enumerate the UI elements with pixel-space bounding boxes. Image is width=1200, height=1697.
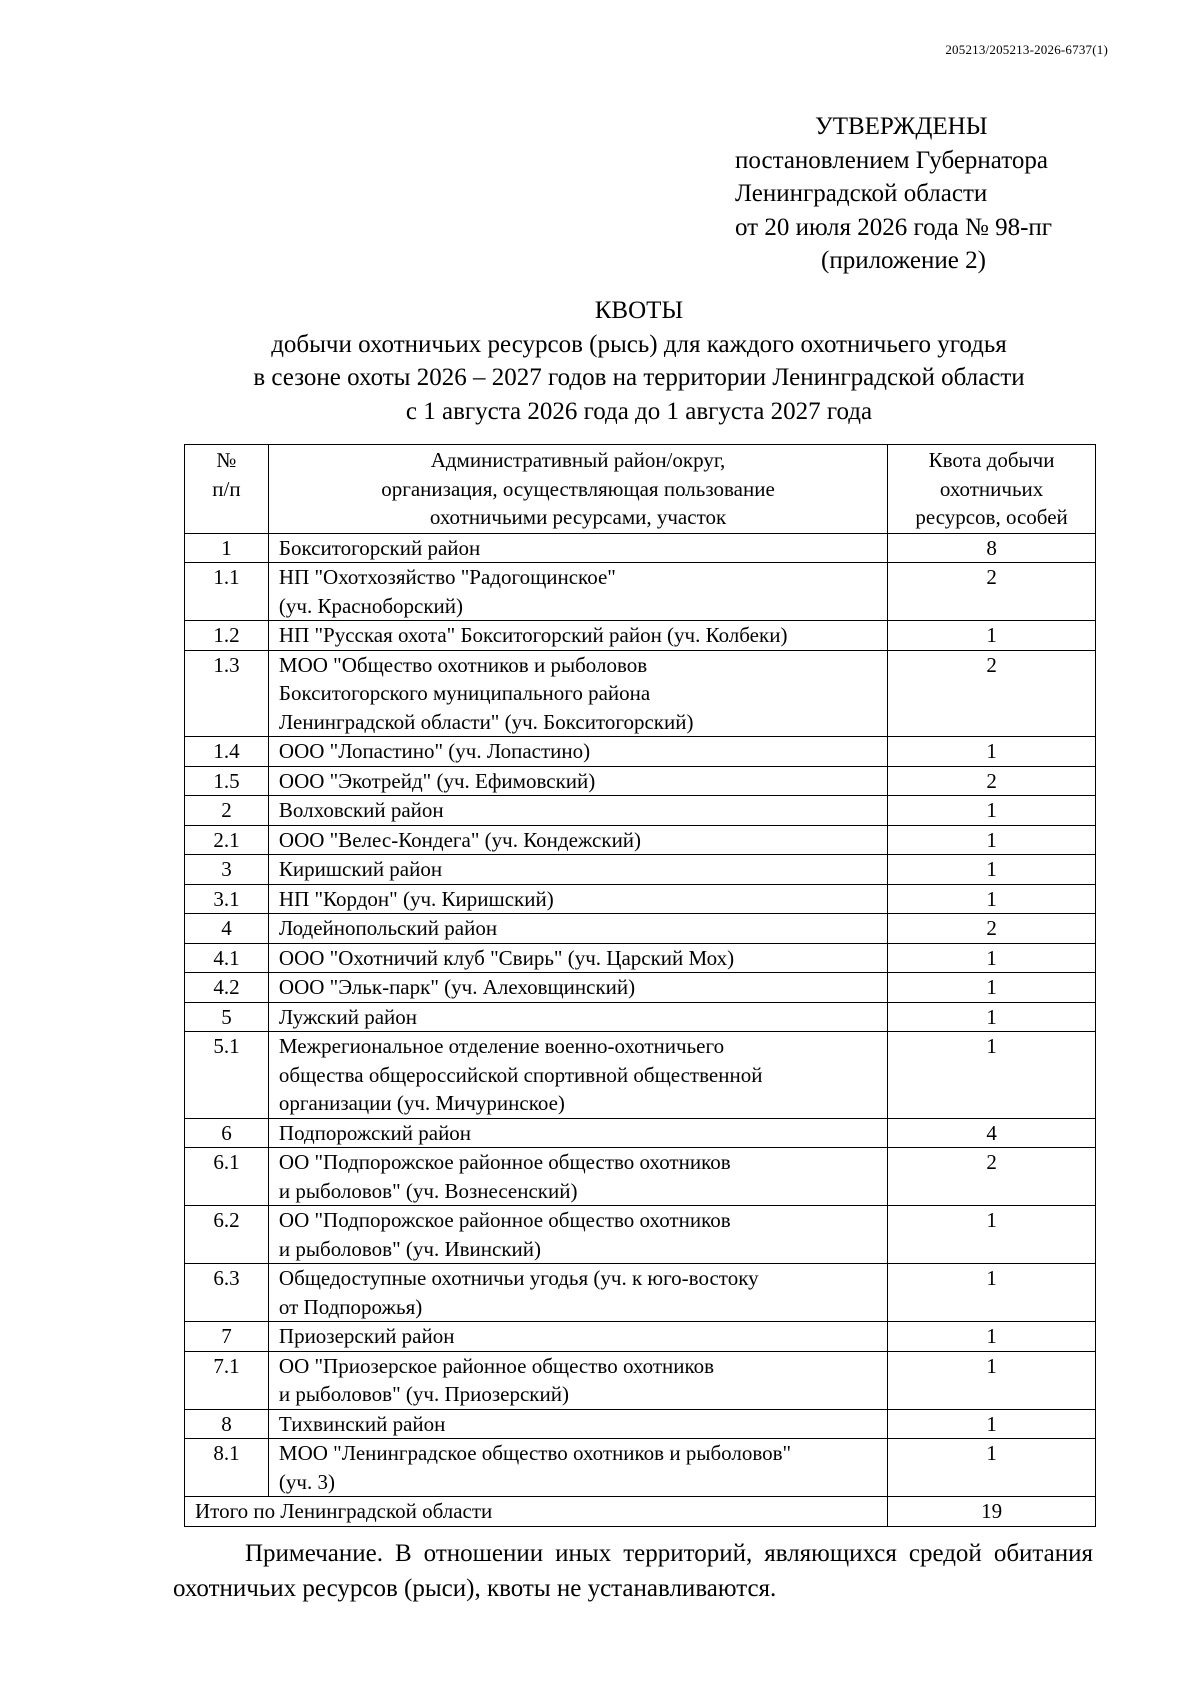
row-number: 8 <box>185 1409 269 1439</box>
table-row <box>185 855 1096 885</box>
row-name-line: МОО "Ленинградское общество охотников и рыболовов" <box>278 1441 792 1465</box>
row-name-line: Межрегиональное отделение военно-охотничьего <box>278 1034 725 1058</box>
row-name <box>268 1032 887 1119</box>
table-row <box>185 1264 1096 1322</box>
row-number: 4.1 <box>185 943 269 973</box>
header-name-line: Административный район/округ, <box>430 448 726 472</box>
row-number: 4 <box>185 914 269 944</box>
row-name-line: от Подпорожья) <box>278 1294 423 1319</box>
approval-line-1: постановлением Губернатора <box>735 146 1048 174</box>
row-number: 1.5 <box>185 766 269 796</box>
table-row <box>185 737 1096 767</box>
row-number: 2.1 <box>185 825 269 855</box>
row-name <box>268 1118 887 1148</box>
row-name-line: (уч. Красноборский) <box>278 593 464 618</box>
row-name-line: ОО "Подпорожское районное общество охотников <box>278 1150 731 1174</box>
row-name <box>268 1002 887 1032</box>
row-name-line: Бокситогорского муниципального района <box>278 681 651 705</box>
table-total-row <box>185 1497 1096 1527</box>
row-name-line: ООО "Велес-Кондега" (уч. Кондежский) <box>278 827 642 852</box>
row-name-line: НП "Русская охота" Бокситогорский район (уч. Колбеки) <box>278 623 788 647</box>
row-number: 4.2 <box>185 973 269 1003</box>
row-name-line: НП "Охотхозяйство "Радогощинское" <box>278 565 616 589</box>
row-number: 8.1 <box>185 1439 269 1497</box>
row-number: 1 <box>185 533 269 563</box>
row-name-line: организации (уч. Мичуринское) <box>278 1091 565 1115</box>
table-row <box>185 1409 1096 1439</box>
row-quota: 1 <box>888 796 1096 826</box>
table-row <box>185 563 1096 621</box>
row-quota: 4 <box>888 1118 1096 1148</box>
row-name-line: Ленинградской области" (уч. Бокситогорский) <box>278 709 694 734</box>
row-name-line: Приозерский район <box>278 1324 455 1348</box>
row-quota: 2 <box>888 914 1096 944</box>
header-number-line: № <box>216 448 237 472</box>
row-name <box>268 1322 887 1352</box>
row-name <box>268 1439 887 1497</box>
row-name-line: ООО "Экотрейд" (уч. Ефимовский) <box>278 768 596 793</box>
row-name-line: ОО "Приозерское районное общество охотников <box>278 1353 715 1378</box>
row-quota: 2 <box>888 766 1096 796</box>
row-number: 1.3 <box>185 650 269 737</box>
table-body <box>185 533 1096 1497</box>
row-quota: 1 <box>888 973 1096 1003</box>
row-number: 6.1 <box>185 1148 269 1206</box>
header-number-line: п/п <box>212 476 241 501</box>
row-name <box>268 1409 887 1439</box>
table-row <box>185 825 1096 855</box>
row-name <box>268 766 887 796</box>
row-quota: 1 <box>888 1409 1096 1439</box>
row-name-line: МОО "Общество охотников и рыболовов <box>278 652 648 677</box>
document-note: Примечание. В отношении иных территорий, являющихся средой обитания охотничьих ресурсов (рыси), квоты не устанавливаются. <box>173 1540 1093 1602</box>
table-row <box>185 1439 1096 1497</box>
table-row <box>185 621 1096 651</box>
row-quota: 2 <box>888 563 1096 621</box>
row-number: 6.2 <box>185 1206 269 1264</box>
header-name-line: организация, осуществляющая пользование <box>381 476 775 501</box>
row-quota: 2 <box>888 650 1096 737</box>
table-row <box>185 973 1096 1003</box>
document-id: 205213/205213-2026-6737(1) <box>945 42 1108 57</box>
row-number: 3 <box>185 855 269 885</box>
row-name-line: Волховский район <box>278 798 444 822</box>
row-quota: 1 <box>888 621 1096 651</box>
row-number: 1.1 <box>185 563 269 621</box>
approval-heading: УТВЕРЖДЕНЫ <box>815 113 988 140</box>
row-quota: 1 <box>888 825 1096 855</box>
row-quota: 1 <box>888 1032 1096 1119</box>
row-name <box>268 1148 887 1206</box>
row-name <box>268 914 887 944</box>
row-number: 5.1 <box>185 1032 269 1119</box>
row-name-line: Тихвинский район <box>278 1411 446 1436</box>
row-name <box>268 650 887 737</box>
row-name-line: НП "Кордон" (уч. Киришский) <box>278 886 554 911</box>
table-header-row <box>185 445 1096 534</box>
table-row <box>185 1206 1096 1264</box>
row-quota: 1 <box>888 1351 1096 1409</box>
total-quota: 19 <box>888 1497 1096 1527</box>
approval-line-2: Ленинградской области <box>735 180 988 207</box>
row-quota: 1 <box>888 943 1096 973</box>
table-row <box>185 796 1096 826</box>
row-quota: 1 <box>888 1439 1096 1497</box>
approval-block <box>735 110 1115 278</box>
row-name-line: Лодейнопольский район <box>278 916 498 940</box>
table-row <box>185 1002 1096 1032</box>
table-row <box>185 533 1096 563</box>
title-line-1: добычи охотничьих ресурсов (рысь) для каждого охотничьего угодья <box>271 330 1007 358</box>
row-name-line: Бокситогорский район <box>278 535 481 560</box>
total-label: Итого по Ленинградской области <box>185 1497 888 1527</box>
row-name <box>268 884 887 914</box>
table-row <box>185 1032 1096 1119</box>
row-quota: 2 <box>888 1148 1096 1206</box>
document-title <box>120 294 1158 428</box>
row-number: 3.1 <box>185 884 269 914</box>
row-quota: 1 <box>888 737 1096 767</box>
table-row <box>185 1322 1096 1352</box>
header-quota-line: Квота добычи <box>928 448 1055 472</box>
row-name <box>268 796 887 826</box>
row-name-line: Лужский район <box>278 1004 418 1029</box>
row-quota: 1 <box>888 855 1096 885</box>
row-name-line: ООО "Лопастино" (уч. Лопастино) <box>278 739 591 763</box>
row-number: 7.1 <box>185 1351 269 1409</box>
table-row <box>185 766 1096 796</box>
approval-attachment: (приложение 2) <box>821 247 986 274</box>
approval-line-3: от 20 июля 2026 года № 98-пг <box>735 213 1053 241</box>
row-number: 6 <box>185 1118 269 1148</box>
row-name-line: Киришский район <box>278 857 443 881</box>
row-name <box>268 621 887 651</box>
row-name-line: общества общероссийской спортивной общественной <box>278 1062 763 1087</box>
row-name <box>268 1264 887 1322</box>
row-name-line: ООО "Охотничий клуб "Свирь" (уч. Царский Мох) <box>278 945 735 970</box>
table-row <box>185 1351 1096 1409</box>
row-name-line: и рыболовов" (уч. Вознесенский) <box>278 1178 578 1203</box>
header-name-line: охотничьими ресурсами, участок <box>429 505 727 529</box>
header-quota-line: охотничьих <box>939 476 1044 501</box>
row-number: 7 <box>185 1322 269 1352</box>
title-heading: КВОТЫ <box>594 297 684 324</box>
row-name <box>268 825 887 855</box>
row-name <box>268 563 887 621</box>
row-number: 1.2 <box>185 621 269 651</box>
row-quota: 1 <box>888 1002 1096 1032</box>
row-name <box>268 1351 887 1409</box>
title-line-2: в сезоне охоты 2026 – 2027 годов на территории Ленинградской области <box>253 364 1025 391</box>
title-line-3: с 1 августа 2026 года до 1 августа 2027 года <box>405 397 873 425</box>
header-quota-line: ресурсов, особей <box>915 505 1068 529</box>
row-number: 1.4 <box>185 737 269 767</box>
table-row <box>185 650 1096 737</box>
row-quota: 1 <box>888 884 1096 914</box>
table-row <box>185 914 1096 944</box>
row-name <box>268 855 887 885</box>
row-name <box>268 1206 887 1264</box>
row-number: 5 <box>185 1002 269 1032</box>
row-name-line: ОО "Подпорожское районное общество охотников <box>278 1208 731 1232</box>
row-name <box>268 533 887 563</box>
row-number: 6.3 <box>185 1264 269 1322</box>
header-quota <box>888 445 1096 534</box>
row-name-line: (уч. 3) <box>278 1469 335 1494</box>
row-number: 2 <box>185 796 269 826</box>
row-name-line: ООО "Эльк-парк" (уч. Алеховщинский) <box>278 975 636 999</box>
table-row <box>185 1118 1096 1148</box>
table-row <box>185 884 1096 914</box>
row-quota: 8 <box>888 533 1096 563</box>
header-number <box>185 445 269 534</box>
row-quota: 1 <box>888 1322 1096 1352</box>
table-row <box>185 943 1096 973</box>
header-name <box>268 445 887 534</box>
row-name-line: Общедоступные охотничьи угодья (уч. к юго-востоку <box>278 1266 759 1290</box>
row-quota: 1 <box>888 1264 1096 1322</box>
row-name <box>268 973 887 1003</box>
row-name-line: и рыболовов" (уч. Приозерский) <box>278 1382 569 1406</box>
table-row <box>185 1148 1096 1206</box>
row-name-line: и рыболовов" (уч. Ивинский) <box>278 1236 542 1261</box>
quota-table <box>184 444 1096 1527</box>
row-name <box>268 943 887 973</box>
row-name <box>268 737 887 767</box>
row-quota: 1 <box>888 1206 1096 1264</box>
row-name-line: Подпорожский район <box>278 1120 472 1145</box>
